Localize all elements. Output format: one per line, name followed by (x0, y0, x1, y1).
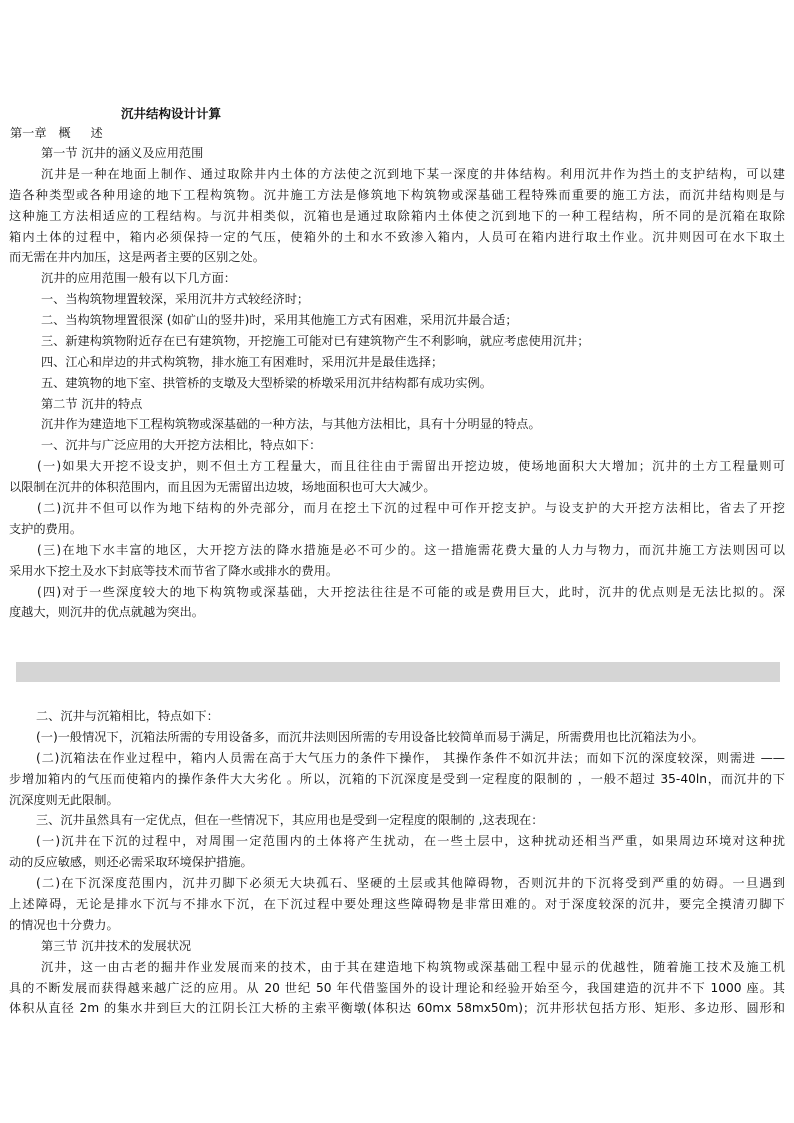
chapter-title-char-2: 述 (90, 126, 103, 140)
paragraph-line: 的情况也十分费力。 (9, 918, 119, 932)
paragraph-line: (二)沉箱法在作业过程中，箱内人员需在高于大气压力的条件下操作， 其操作条件不如沉井法；而如下沉的深度较深，则需进 —— (36, 751, 785, 765)
section-2-intro: 沉井作为建造地下工程构筑物或深基础的一种方法，与其他方法相比，具有十分明显的特点。 (41, 417, 541, 431)
scope-item: 一、当构筑物埋置较深，采用沉井方式较经济时； (41, 292, 310, 306)
paragraph-line: (一)如果大开挖不设支护，则不但土方工程量大，而且往往由于需留出开挖边坡，使场地面积大大增加；沉井的土方工程量则可 (37, 459, 785, 473)
chapter-heading (10, 124, 103, 141)
scope-intro: 沉井的应用范围一般有以下几方面： (41, 271, 236, 285)
paragraph-line: 沉井是一种在地面上制作、通过取除井内土体的方法使之沉到地下某一深度的井体结构。利用沉井作为挡土的支护结构，可以建 (41, 167, 785, 181)
document-title: 沉井结构设计计算 (121, 106, 222, 121)
section-1-heading: 第一节 沉井的涵义及应用范围 (41, 146, 204, 160)
paragraph-line: 采用水下挖土及水下封底等技术而节省了降水或排水的费用。 (9, 564, 339, 578)
page-break-divider (16, 662, 780, 682)
paragraph-line: 度越大，则沉井的优点就越为突出。 (9, 605, 204, 619)
paragraph-line: 具的不断发展而获得越来越广泛的应用。从 20 世纪 50 年代借鉴国外的设计理论和经验开始至今，我国建造的沉井不下 1000 座。其 (9, 981, 785, 995)
paragraph-line: 这种施工方法相适应的工程结构。与沉井相类似，沉箱也是通过取除箱内土体使之沉到地下的一种工程结构，所不同的是沉箱在取除 (9, 209, 785, 223)
limitations-heading: 三、沉井虽然具有一定优点，但在一些情况下，其应用也是受到一定程度的限制的 ,这表现在： (36, 813, 544, 827)
scope-item: 三、新建构筑物附近存在已有建筑物，开挖施工可能对已有建筑物产生不利影响，就应考虑使用沉井； (41, 334, 590, 348)
section-2-heading: 第二节 沉井的特点 (41, 397, 143, 411)
paragraph-line: (一)一般情况下，沉箱法所需的专用设备多，而沉井法则因所需的专用设备比较简单而易于满足，所需费用也比沉箱法为小。 (36, 730, 704, 744)
paragraph-line: 支护的费用。 (9, 522, 83, 536)
paragraph-line: 箱内土体的过程中，箱内必须保持一定的气压，使箱外的土和水不致渗入箱内，人员可在箱内进行取土作业。沉井则因可在水下取土 (9, 230, 785, 244)
scope-item: 四、江心和岸边的井式构筑物，排水施工有困难时，采用沉井是最佳选择； (41, 355, 444, 369)
paragraph-line: 步增加箱内的气压而使箱内的操作条件大大劣化 。所以，沉箱的下沉深度是受到一定程度的限制的 ，一般不超过 35-40ln，而沉井的下 (9, 772, 785, 786)
paragraph-line: 动的反应敏感，则还必需采取环境保护措施。 (9, 855, 253, 869)
paragraph-line: 沉井，这一由古老的掘井作业发展而来的技术，由于其在建造地下构筑物或深基础工程中显示的优越性，随着施工技术及施工机 (41, 960, 785, 974)
chapter-number: 第一章 (10, 126, 47, 140)
paragraph-line: 而无需在井内加压，这是两者主要的区别之处。 (9, 250, 265, 264)
comparison-heading: 一、沉井与广泛应用的大开挖方法相比，特点如下： (41, 438, 322, 452)
scope-item: 二、当构筑物埋置很深 (如矿山的竖井)时，采用其他施工方式有困难，采用沉井最合适； (41, 313, 518, 327)
paragraph-line: 体积从直径 2m 的集水井到巨大的江阴长江大桥的主索平衡墩(体积达 60mx 58mx50m)；沉井形状包括方形、矩形、多边形、圆形和 (9, 1001, 785, 1015)
section-3-heading: 第三节 沉井技术的发展状况 (41, 939, 192, 953)
paragraph-line: 沉深度则无此限制。 (9, 793, 119, 807)
paragraph-line: (二)在下沉深度范围内，沉井刃脚下必须无大块孤石、坚硬的土层或其他障碍物，否则沉井的下沉将受到严重的妨碍。一旦遇到 (36, 876, 785, 890)
paragraph-line: (二)沉井不但可以作为地下结构的外壳部分，而月在挖土下沉的过程中可作开挖支护。与设支护的大开挖方法相比，省去了开挖 (37, 501, 785, 515)
paragraph-line: (三)在地下水丰富的地区，大开挖方法的降水措施是必不可少的。这一措施需花费大量的人力与物力，而沉井施工方法则因可以 (37, 543, 785, 557)
paragraph-line: (四)对于一些深度较大的地下构筑物或深基础，大开挖法往往是不可能的或是费用巨大，此时，沉井的优点则是无法比拟的。深 (37, 585, 785, 599)
paragraph-line: 上述障碍，无论是排水下沉与不排水下沉，在下沉过程中要处理这些障碍物是非常田难的。对于深度较深的沉井，要完全摸清刃脚下 (9, 897, 785, 911)
chapter-title-char-1: 概 (58, 126, 71, 140)
paragraph-line: 以限制在沉井的体积范围内，而且因为无需留出边坡，场地面积也可大大减少。 (9, 480, 436, 494)
scope-item: 五、建筑物的地下室、拱管桥的支墩及大型桥梁的桥墩采用沉井结构都有成功实例。 (41, 376, 492, 390)
paragraph-line: 造各种类型或各种用途的地下工程构筑物。沉井施工方法是修筑地下构筑物或深基础工程特殊而重要的施工方法，而沉井结构则是与 (9, 188, 785, 202)
comparison-heading: 二、沉井与沉箱相比，特点如下： (36, 709, 219, 723)
paragraph-line: (一)沉井在下沉的过程中，对周围一定范围内的土体将产生扰动，在一些土层中，这种扰动还相当严重，如果周边环境对这种扰 (36, 834, 785, 848)
